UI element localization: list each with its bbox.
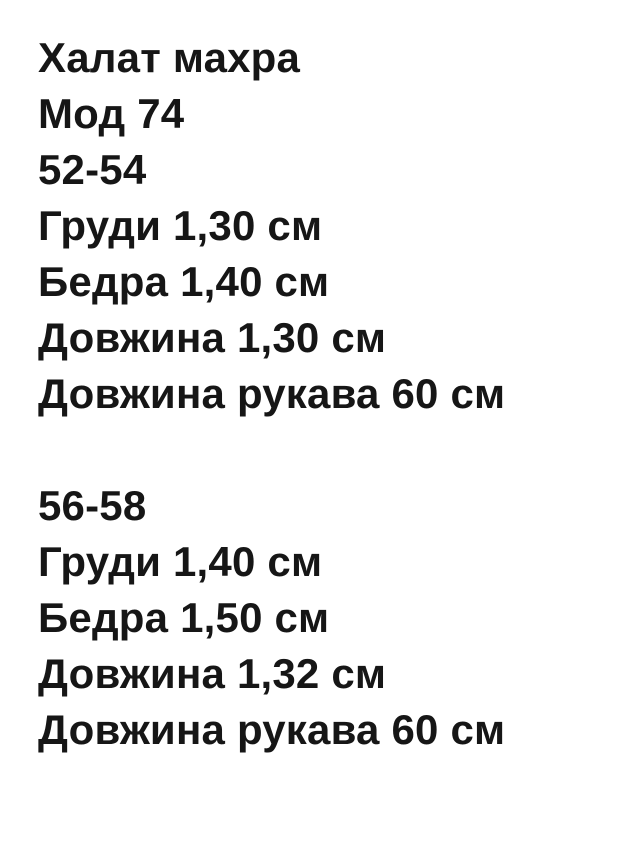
size-range-2: 56-58: [38, 482, 147, 529]
measurement-chest-2: Груди 1,40 см: [38, 538, 323, 585]
measurement-chest-1: Груди 1,30 см: [38, 202, 323, 249]
measurement-length-2: Довжина 1,32 см: [38, 650, 387, 697]
measurement-sleeve-2: Довжина рукава 60 см: [38, 706, 506, 753]
size-range-1: 52-54: [38, 146, 147, 193]
measurement-sleeve-1: Довжина рукава 60 см: [38, 370, 506, 417]
measurement-length-1: Довжина 1,30 см: [38, 314, 387, 361]
measurement-hips-1: Бедра 1,40 см: [38, 258, 330, 305]
model-number: Мод 74: [38, 90, 185, 137]
product-title: Халат махра: [38, 34, 301, 81]
section-spacer: [38, 422, 620, 478]
measurement-hips-2: Бедра 1,50 см: [38, 594, 330, 641]
